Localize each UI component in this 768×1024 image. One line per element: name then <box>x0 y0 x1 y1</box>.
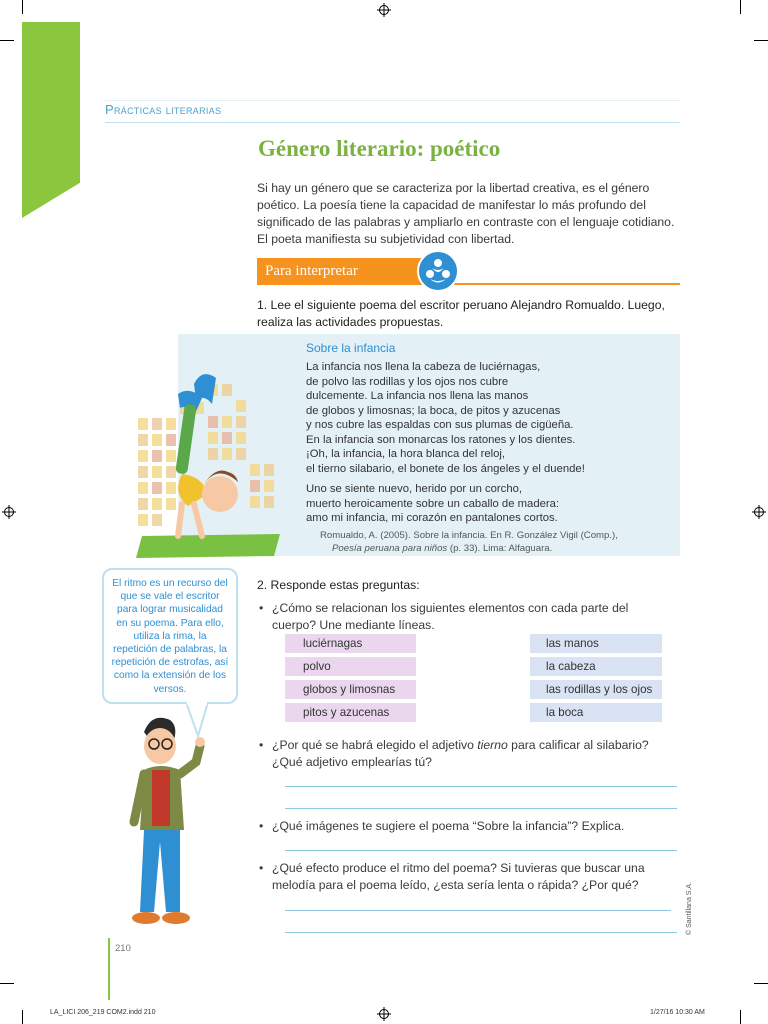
question-text: ¿Cómo se relacionan los siguientes elementos con cada parte del cuerpo? Une mediante líneas. <box>272 601 629 632</box>
poem-line: La infancia nos llena la cabeza de luciérnagas, <box>306 361 541 373</box>
answer-line[interactable] <box>285 932 677 933</box>
citation-rest: (p. 33). Lima: Alfaguara. <box>447 543 553 554</box>
tip-speech-bubble: El ritmo es un recurso del que se vale el escritor para lograr musicalidad en su poema. Para ello, utiliza la rima, la repetición de palabras, la repetición de estrofas, así como la extensión de los versos. <box>102 568 238 704</box>
crop-mark <box>740 1010 741 1024</box>
question-2: 2. Responde estas preguntas: <box>257 578 420 592</box>
intro-paragraph: Si hay un género que se caracteriza por la libertad creativa, es el género poético. La poesía tiene la capacidad de manifestar lo más profundo del significado de las palabras y ampliarlo en contraste con el lenguaje cotidiano. El poeta manifiesta su subjetividad con libertad. <box>257 181 675 246</box>
bullet-dot: • <box>259 738 264 752</box>
answer-line[interactable] <box>285 850 677 851</box>
poem-stanza-1 <box>306 360 676 476</box>
section-label: Prácticas literarias <box>105 102 222 117</box>
poem-line: amo mi infancia, mi corazón en pantalones cortos. <box>306 512 558 524</box>
question-text: ¿Qué efecto produce el ritmo del poema? Si tuvieras que buscar una melodía para el poema leído, ¿esta sería lenta o rápida? ¿Por qué? <box>272 861 645 892</box>
section-color-tab <box>22 22 80 218</box>
poem-title: Sobre la infancia <box>306 341 396 355</box>
bullet-dot: • <box>259 601 264 615</box>
poem-citation <box>320 529 670 555</box>
section-band: Para interpretar <box>257 258 422 284</box>
crop-mark <box>754 40 768 41</box>
footer-file-info: LA_LICI 206_219 COM2.indd 210 <box>50 1009 156 1016</box>
poem-text <box>306 360 676 532</box>
question-text: para calificar al silabario? ¿Qué adjetivo emplearías tú? <box>272 738 649 769</box>
answer-line[interactable] <box>285 808 677 809</box>
citation-line <box>320 542 670 555</box>
poem-line: dulcemente. La infancia nos llena las manos <box>306 390 529 402</box>
match-right-item[interactable]: las rodillas y los ojos <box>530 680 662 699</box>
registration-mark-bottom <box>377 1007 391 1021</box>
poem-line: En la infancia son monarcas los ratones y los dientes. <box>306 433 576 446</box>
band-rule <box>257 283 680 285</box>
question-2-item-1 <box>259 600 672 633</box>
bullet-dot: • <box>259 819 264 833</box>
citation-line: Romualdo, A. (2005). Sobre la infancia. En R. González Vigil (Comp.), <box>320 530 618 541</box>
answer-line[interactable] <box>285 910 671 911</box>
page-title: Género literario: poético <box>258 136 501 161</box>
people-group-icon <box>417 250 459 292</box>
question-1: 1. Lee el siguiente poema del escritor peruano Alejandro Romualdo. Luego, realiza las actividades propuestas. <box>257 298 665 329</box>
page-number: 210 <box>115 943 131 954</box>
boy-with-glasses-illustration <box>122 712 212 934</box>
match-left-item[interactable]: luciérnagas <box>285 634 416 653</box>
header-rule-top <box>105 100 680 101</box>
poem-line: de polvo las rodillas y los ojos nos cubre <box>306 375 509 388</box>
crop-mark <box>22 1010 23 1024</box>
question-2-item-4 <box>259 860 672 893</box>
question-2-item-3 <box>259 818 672 835</box>
poem-line: el tierno silabario, el bonete de los ángeles y el duende! <box>306 462 585 475</box>
crop-mark <box>0 983 14 984</box>
match-left-item[interactable]: pitos y azucenas <box>285 703 416 722</box>
crop-mark <box>740 0 741 14</box>
crop-mark <box>22 0 23 14</box>
match-left-item[interactable]: globos y limosnas <box>285 680 416 699</box>
poem-line: ¡Oh, la infancia, la hora blanca del reloj, <box>306 448 506 460</box>
match-right-item[interactable]: las manos <box>530 634 662 653</box>
poem-line: Uno se siente nuevo, herido por un corcho, <box>306 483 523 495</box>
footer-date: 1/27/16 10:30 AM <box>650 1009 705 1016</box>
match-left-item[interactable]: polvo <box>285 657 416 676</box>
poem-line: de globos y limosnas; la boca, de pitos y azucenas <box>306 404 561 417</box>
match-right-item[interactable]: la cabeza <box>530 657 662 676</box>
poem-line: y nos cubre las espaldas con sus plumas de cigüeña. <box>306 419 574 431</box>
citation-book-title: Poesía peruana para niños <box>332 543 448 554</box>
question-2-item-2 <box>259 737 672 770</box>
question-italic-word: tierno <box>477 738 508 752</box>
boy-handstand-illustration <box>132 364 292 560</box>
question-text: ¿Qué imágenes te sugiere el poema “Sobre la infancia”? Explica. <box>272 819 625 833</box>
crop-mark <box>0 40 14 41</box>
page-number-bar <box>108 938 110 1000</box>
poem-stanza-2 <box>306 482 676 526</box>
match-right-item[interactable]: la boca <box>530 703 662 722</box>
registration-mark-left <box>2 505 16 519</box>
header-rule <box>105 122 680 123</box>
bullet-dot: • <box>259 861 264 875</box>
question-text: ¿Por qué se habrá elegido el adjetivo <box>272 738 478 752</box>
copyright-notice: © Santillana S.A. <box>686 881 693 935</box>
poem-line: muerto heroicamente sobre un caballo de madera: <box>306 497 560 510</box>
registration-mark-top <box>377 3 391 17</box>
crop-mark <box>754 983 768 984</box>
answer-line[interactable] <box>285 786 677 787</box>
registration-mark-right <box>752 505 766 519</box>
